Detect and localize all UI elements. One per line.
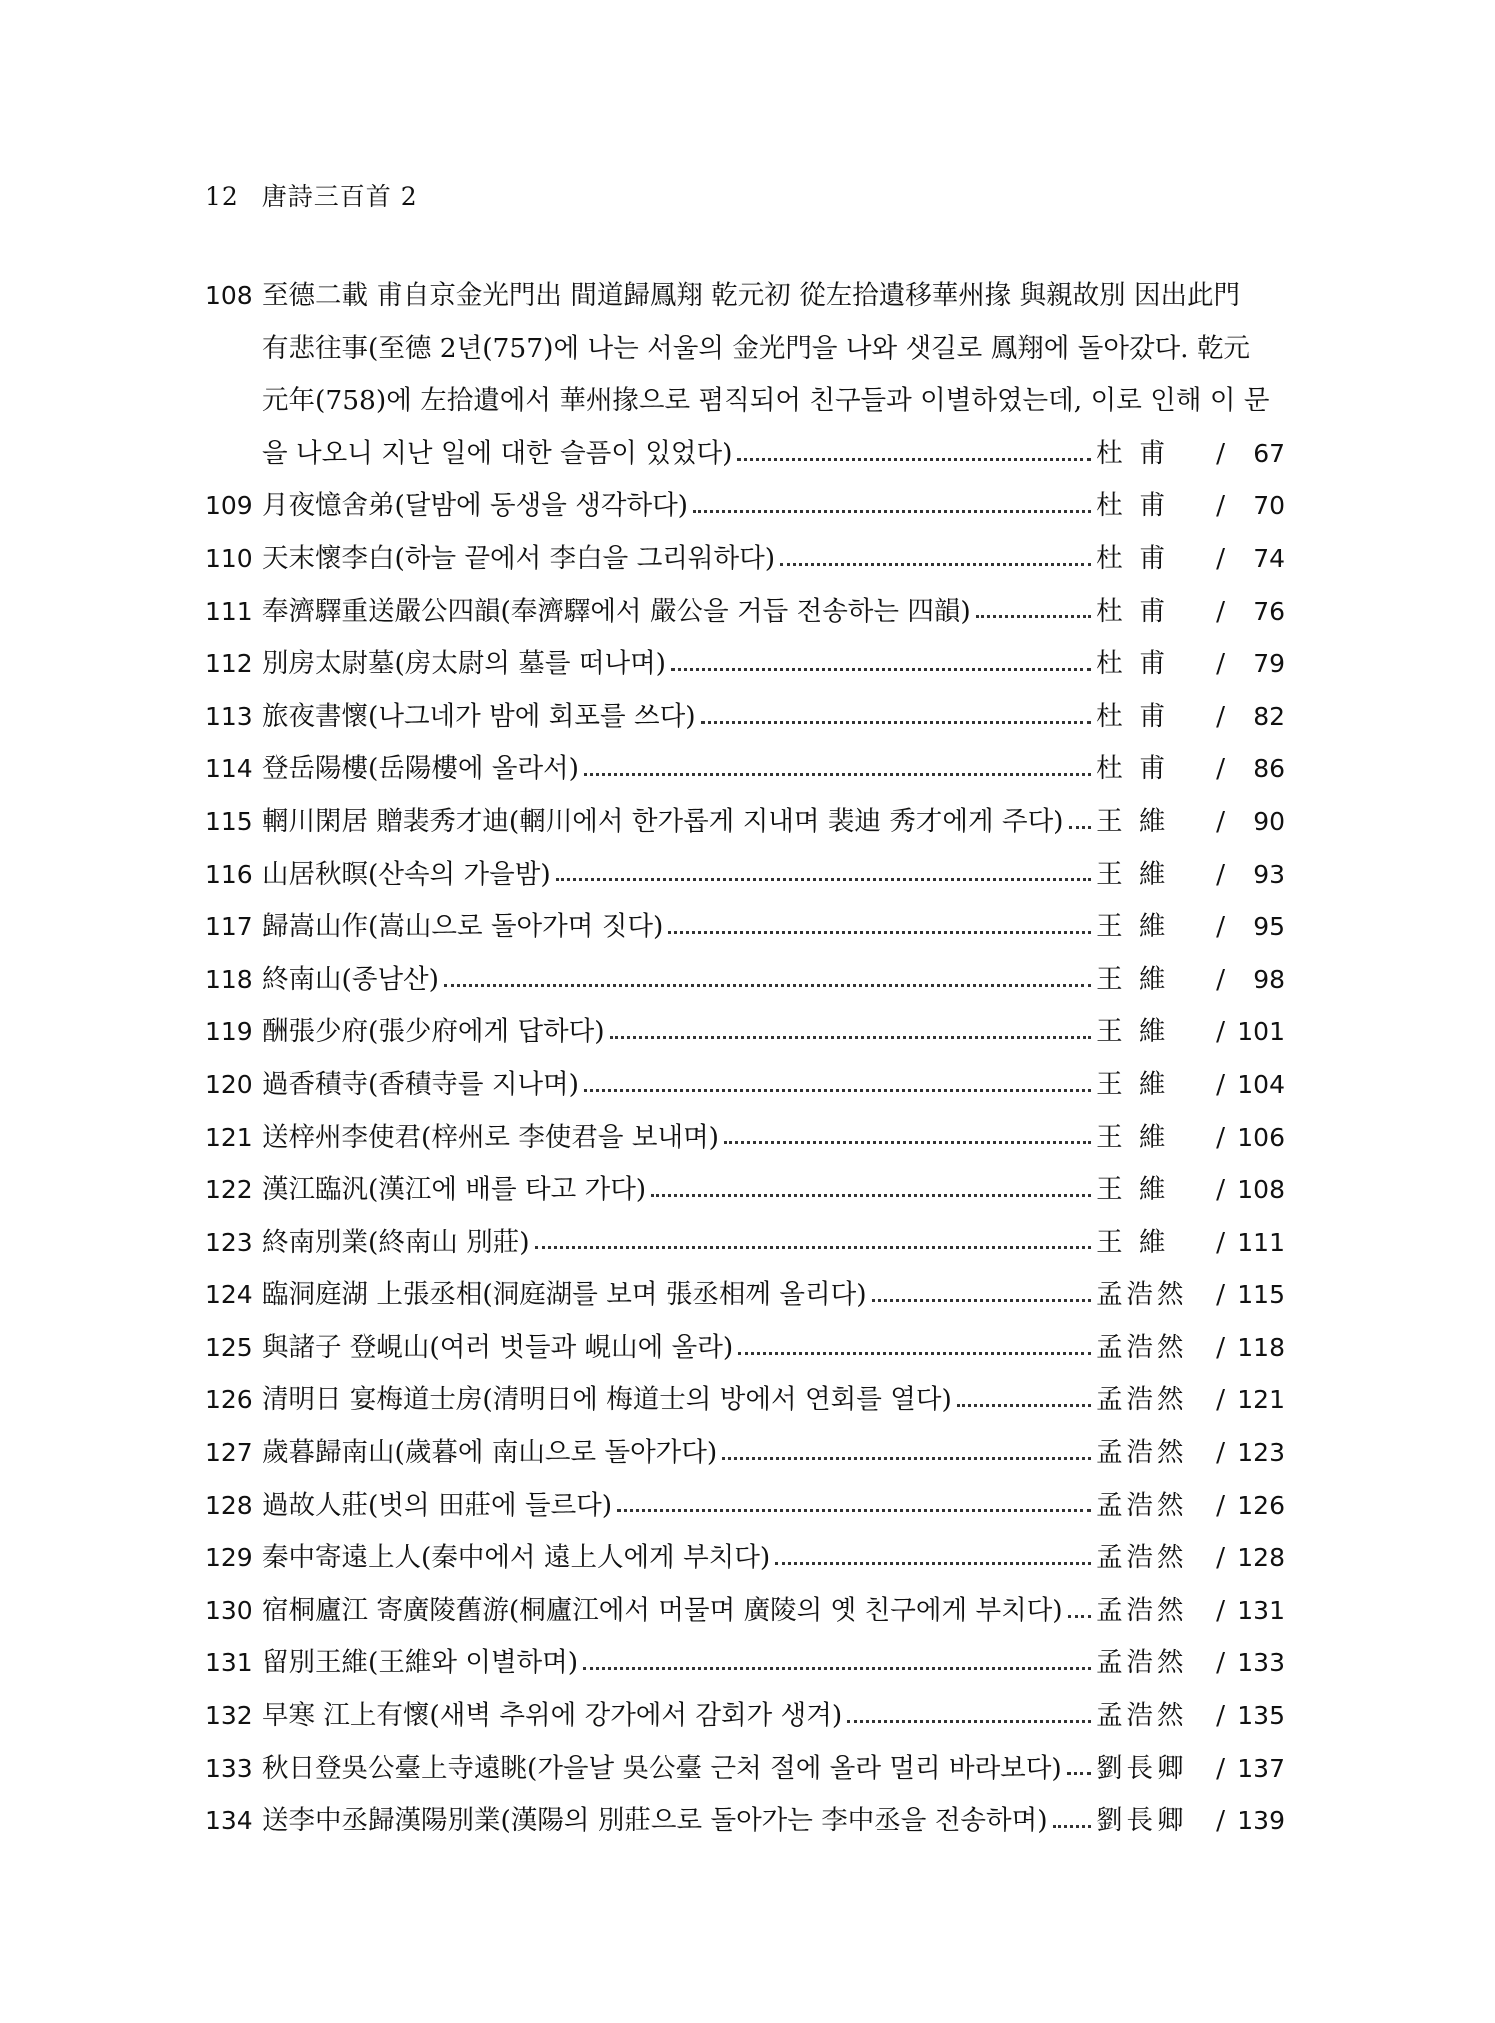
entry-number: 111 — [205, 596, 253, 626]
entry-page-number: 67 — [1253, 438, 1285, 468]
entry-page-number: 126 — [1237, 1490, 1285, 1520]
entry-title: 歲暮歸南山(歲暮에 南山으로 돌아가다) — [262, 1437, 718, 1469]
entry-author: 杜 甫 — [1096, 753, 1170, 785]
entry-author: 杜 甫 — [1096, 542, 1170, 574]
dot-leader — [775, 1560, 1091, 1565]
entry-number: 121 — [205, 1122, 253, 1152]
toc-entry-line — [205, 954, 1285, 1007]
toc-entry — [205, 533, 1285, 586]
entry-title: 歸嵩山作(嵩山으로 돌아가며 짓다) — [262, 911, 664, 943]
entry-number: 113 — [205, 701, 253, 731]
toc-entry — [205, 1006, 1285, 1059]
entry-author: 杜 甫 — [1096, 648, 1170, 680]
entry-author: 杜 甫 — [1096, 490, 1170, 522]
entry-title: 送梓州李使君(梓州로 李使君을 보내며) — [262, 1121, 720, 1153]
toc-entry-line — [205, 1690, 1285, 1743]
dot-leader — [737, 456, 1091, 461]
entry-title: 元年(758)에 左拾遺에서 華州掾으로 폄직되어 친구들과 이별하였는데, 이로 인해 이 문 — [262, 385, 1270, 417]
entry-page-number: 115 — [1237, 1280, 1285, 1310]
entry-title: 輞川閑居 贈裴秀才迪(輞川에서 한가롭게 지내며 裴迪 秀才에게 주다) — [262, 805, 1064, 837]
dot-leader — [1069, 824, 1092, 829]
entry-title: 山居秋暝(산속의 가을밤) — [262, 858, 551, 890]
toc-entry — [205, 1322, 1285, 1375]
entry-number: 134 — [205, 1806, 253, 1836]
entry-author: 杜 甫 — [1096, 437, 1170, 469]
dot-leader — [780, 561, 1091, 566]
toc-entry — [205, 1427, 1285, 1480]
entry-author: 王 維 — [1096, 911, 1170, 943]
toc-entry — [205, 743, 1285, 796]
entry-number: 114 — [205, 754, 253, 784]
separator-slash: / — [1216, 437, 1225, 469]
dot-leader — [617, 1507, 1091, 1512]
toc-entry-line — [205, 533, 1285, 586]
toc-entry-line — [205, 638, 1285, 691]
separator-slash: / — [1216, 1805, 1225, 1837]
toc-entry-line — [205, 1532, 1285, 1585]
toc-entry — [205, 691, 1285, 744]
toc-entry-line — [205, 849, 1285, 902]
entry-number: 120 — [205, 1069, 253, 1099]
entry-number: 118 — [205, 964, 253, 994]
toc-entry-line — [205, 586, 1285, 639]
separator-slash: / — [1216, 1016, 1225, 1048]
entry-title: 旅夜書懷(나그네가 밤에 회포를 쓰다) — [262, 700, 696, 732]
entry-page-number: 139 — [1237, 1806, 1285, 1836]
separator-slash: / — [1216, 1279, 1225, 1311]
entry-page-number: 106 — [1237, 1122, 1285, 1152]
toc-entry-line — [205, 375, 1285, 428]
toc-entry-line — [205, 1480, 1285, 1533]
entry-page-number: 90 — [1253, 806, 1285, 836]
separator-slash: / — [1216, 1121, 1225, 1153]
entry-author: 王 維 — [1096, 1121, 1170, 1153]
entry-title: 秦中寄遠上人(秦中에서 遠上人에게 부치다) — [262, 1542, 771, 1574]
entry-title: 過故人莊(벗의 田莊에 들르다) — [262, 1489, 613, 1521]
entry-title: 臨洞庭湖 上張丞相(洞庭湖를 보며 張丞相께 올리다) — [262, 1279, 867, 1311]
toc-entry — [205, 1480, 1285, 1533]
entry-page-number: 108 — [1237, 1175, 1285, 1205]
separator-slash: / — [1216, 805, 1225, 837]
dot-leader — [722, 1455, 1091, 1460]
entry-page-number: 79 — [1253, 649, 1285, 679]
toc-entry-line — [205, 1164, 1285, 1217]
entry-page-number: 131 — [1237, 1595, 1285, 1625]
toc-entry-line — [205, 1585, 1285, 1638]
separator-slash: / — [1216, 1647, 1225, 1679]
entry-author: 孟浩然 — [1096, 1331, 1188, 1363]
book-title: 唐詩三百首 2 — [261, 182, 418, 211]
toc-entry-line — [205, 1374, 1285, 1427]
toc-entry-line — [205, 743, 1285, 796]
entry-page-number: 121 — [1237, 1385, 1285, 1415]
dot-leader — [976, 613, 1091, 618]
toc-entry — [205, 1164, 1285, 1217]
toc-entry-line — [205, 796, 1285, 849]
entry-page-number: 76 — [1253, 596, 1285, 626]
entry-number: 124 — [205, 1280, 253, 1310]
separator-slash: / — [1216, 963, 1225, 995]
entry-author: 劉長卿 — [1096, 1752, 1188, 1784]
toc-entry-line — [205, 323, 1285, 376]
toc-entry-line — [205, 1795, 1285, 1848]
entry-page-number: 123 — [1237, 1438, 1285, 1468]
separator-slash: / — [1216, 858, 1225, 890]
entry-author: 孟浩然 — [1096, 1700, 1188, 1732]
separator-slash: / — [1216, 1437, 1225, 1469]
toc-entry — [205, 1269, 1285, 1322]
dot-leader — [610, 1034, 1091, 1039]
entry-number: 127 — [205, 1438, 253, 1468]
separator-slash: / — [1216, 753, 1225, 785]
dot-leader — [651, 1192, 1091, 1197]
entry-author: 杜 甫 — [1096, 700, 1170, 732]
separator-slash: / — [1216, 1542, 1225, 1574]
toc-entry-line — [205, 1322, 1285, 1375]
dot-leader — [584, 771, 1091, 776]
toc-entry — [205, 1532, 1285, 1585]
toc-entry — [205, 586, 1285, 639]
dot-leader — [583, 1665, 1091, 1670]
toc-entry — [205, 1059, 1285, 1112]
toc-entry-line — [205, 1269, 1285, 1322]
entry-title: 酬張少府(張少府에게 답하다) — [262, 1016, 605, 1048]
entry-page-number: 74 — [1253, 543, 1285, 573]
entry-author: 孟浩然 — [1096, 1279, 1188, 1311]
separator-slash: / — [1216, 1331, 1225, 1363]
toc-entry — [205, 1795, 1285, 1848]
toc-entry — [205, 270, 1285, 480]
toc-entry — [205, 1217, 1285, 1270]
entry-number: 112 — [205, 649, 253, 679]
toc-entry-line — [205, 1427, 1285, 1480]
entry-title: 送李中丞歸漢陽別業(漢陽의 別莊으로 돌아가는 李中丞을 전송하며) — [262, 1805, 1048, 1837]
entry-number: 132 — [205, 1701, 253, 1731]
entry-page-number: 104 — [1237, 1069, 1285, 1099]
separator-slash: / — [1216, 490, 1225, 522]
dot-leader — [738, 1350, 1091, 1355]
dot-leader — [957, 1402, 1091, 1407]
entry-author: 王 維 — [1096, 858, 1170, 890]
dot-leader — [584, 1087, 1091, 1092]
entry-title: 을 나오니 지난 일에 대한 슬픔이 있었다) — [262, 437, 733, 469]
separator-slash: / — [1216, 1226, 1225, 1258]
entry-author: 王 維 — [1096, 1226, 1170, 1258]
entry-title: 與諸子 登峴山(여러 벗들과 峴山에 올라) — [262, 1331, 734, 1363]
entry-title: 天末懷李白(하늘 끝에서 李白을 그리워하다) — [262, 542, 776, 574]
entry-author: 孟浩然 — [1096, 1489, 1188, 1521]
entry-title: 終南別業(終南山 別莊) — [262, 1226, 530, 1258]
toc-entry-line — [205, 270, 1285, 323]
dot-leader — [1067, 1770, 1091, 1775]
entry-author: 杜 甫 — [1096, 595, 1170, 627]
separator-slash: / — [1216, 700, 1225, 732]
entry-title: 早寒 江上有懷(새벽 추위에 강가에서 감회가 생겨) — [262, 1700, 843, 1732]
table-of-contents — [205, 270, 1285, 1848]
entry-author: 王 維 — [1096, 1174, 1170, 1206]
dot-leader — [693, 508, 1091, 513]
entry-author: 王 維 — [1096, 805, 1170, 837]
entry-title: 秋日登吳公臺上寺遠眺(가을날 吳公臺 근처 절에 올라 멀리 바라보다) — [262, 1752, 1062, 1784]
toc-entry-line — [205, 1637, 1285, 1690]
dot-leader — [724, 1139, 1091, 1144]
entry-number: 110 — [205, 543, 253, 573]
dot-leader — [1068, 1613, 1091, 1618]
entry-page-number: 137 — [1237, 1753, 1285, 1783]
entry-page-number: 86 — [1253, 754, 1285, 784]
entry-number: 125 — [205, 1332, 253, 1362]
toc-entry — [205, 901, 1285, 954]
toc-entry — [205, 1112, 1285, 1165]
entry-number: 123 — [205, 1227, 253, 1257]
entry-title: 留別王維(王維와 이별하며) — [262, 1647, 579, 1679]
toc-entry — [205, 1743, 1285, 1796]
entry-number: 133 — [205, 1753, 253, 1783]
separator-slash: / — [1216, 1700, 1225, 1732]
toc-entry-line — [205, 1112, 1285, 1165]
entry-page-number: 82 — [1253, 701, 1285, 731]
separator-slash: / — [1216, 648, 1225, 680]
entry-number: 128 — [205, 1490, 253, 1520]
toc-entry-line — [205, 480, 1285, 533]
entry-title: 有悲往事(至德 2년(757)에 나는 서울의 金光門을 나와 샛길로 鳳翔에 돌아갔다. 乾元 — [262, 332, 1250, 364]
entry-page-number: 101 — [1237, 1017, 1285, 1047]
running-header — [205, 177, 418, 213]
dot-leader — [444, 982, 1091, 987]
dot-leader — [671, 666, 1091, 671]
toc-entry-line — [205, 691, 1285, 744]
dot-leader — [701, 719, 1092, 724]
entry-title: 別房太尉墓(房太尉의 墓를 떠나며) — [262, 648, 667, 680]
entry-page-number: 93 — [1253, 859, 1285, 889]
entry-author: 王 維 — [1096, 1016, 1170, 1048]
entry-author: 孟浩然 — [1096, 1594, 1188, 1626]
entry-number: 117 — [205, 912, 253, 942]
entry-number: 108 — [205, 281, 253, 310]
entry-number: 122 — [205, 1175, 253, 1205]
entry-title: 漢江臨汎(漢江에 배를 타고 가다) — [262, 1174, 647, 1206]
entry-page-number: 135 — [1237, 1701, 1285, 1731]
toc-entry — [205, 954, 1285, 1007]
entry-author: 孟浩然 — [1096, 1437, 1188, 1469]
entry-page-number: 128 — [1237, 1543, 1285, 1573]
entry-page-number: 118 — [1237, 1332, 1285, 1362]
toc-entry — [205, 638, 1285, 691]
toc-entry-line — [205, 1006, 1285, 1059]
separator-slash: / — [1216, 542, 1225, 574]
entry-title: 至德二載 甫自京金光門出 間道歸鳳翔 乾元初 從左拾遺移華州掾 與親故別 因出此門 — [262, 280, 1241, 311]
dot-leader — [872, 1297, 1091, 1302]
toc-entry-line — [205, 428, 1285, 481]
entry-title: 清明日 宴梅道士房(清明日에 梅道士의 방에서 연회를 열다) — [262, 1384, 952, 1416]
entry-title: 登岳陽樓(岳陽樓에 올라서) — [262, 753, 579, 785]
entry-number: 109 — [205, 491, 253, 521]
toc-entry — [205, 1690, 1285, 1743]
entry-author: 王 維 — [1096, 1068, 1170, 1100]
entry-title: 過香積寺(香積寺를 지나며) — [262, 1068, 579, 1100]
toc-entry-line — [205, 901, 1285, 954]
entry-number: 116 — [205, 859, 253, 889]
dot-leader — [535, 1244, 1091, 1249]
entry-number: 129 — [205, 1543, 253, 1573]
page-number: 12 — [205, 182, 239, 211]
separator-slash: / — [1216, 911, 1225, 943]
toc-entry — [205, 1637, 1285, 1690]
entry-author: 劉長卿 — [1096, 1805, 1188, 1837]
entry-author: 王 維 — [1096, 963, 1170, 995]
entry-number: 131 — [205, 1648, 253, 1678]
toc-entry — [205, 849, 1285, 902]
entry-page-number: 111 — [1237, 1227, 1285, 1257]
entry-author: 孟浩然 — [1096, 1647, 1188, 1679]
entry-page-number: 133 — [1237, 1648, 1285, 1678]
entry-title: 奉濟驛重送嚴公四韻(奉濟驛에서 嚴公을 거듭 전송하는 四韻) — [262, 595, 971, 627]
entry-number: 126 — [205, 1385, 253, 1415]
toc-entry — [205, 796, 1285, 849]
separator-slash: / — [1216, 595, 1225, 627]
dot-leader — [556, 876, 1091, 881]
entry-author: 孟浩然 — [1096, 1542, 1188, 1574]
separator-slash: / — [1216, 1384, 1225, 1416]
separator-slash: / — [1216, 1752, 1225, 1784]
entry-number: 119 — [205, 1017, 253, 1047]
toc-entry — [205, 480, 1285, 533]
dot-leader — [1053, 1823, 1092, 1828]
entry-page-number: 98 — [1253, 964, 1285, 994]
entry-number: 115 — [205, 806, 253, 836]
toc-entry-line — [205, 1743, 1285, 1796]
dot-leader — [847, 1718, 1091, 1723]
toc-entry — [205, 1374, 1285, 1427]
dot-leader — [668, 929, 1091, 934]
entry-title: 宿桐廬江 寄廣陵舊游(桐廬江에서 머물며 廣陵의 옛 친구에게 부치다) — [262, 1594, 1063, 1626]
entry-author: 孟浩然 — [1096, 1384, 1188, 1416]
separator-slash: / — [1216, 1489, 1225, 1521]
entry-page-number: 95 — [1253, 912, 1285, 942]
entry-page-number: 70 — [1253, 491, 1285, 521]
separator-slash: / — [1216, 1174, 1225, 1206]
entry-title: 終南山(종남산) — [262, 963, 439, 995]
entry-title: 月夜憶舍弟(달밤에 동생을 생각하다) — [262, 490, 689, 522]
toc-entry — [205, 1585, 1285, 1638]
entry-number: 130 — [205, 1595, 253, 1625]
separator-slash: / — [1216, 1594, 1225, 1626]
toc-entry-line — [205, 1217, 1285, 1270]
toc-entry-line — [205, 1059, 1285, 1112]
separator-slash: / — [1216, 1068, 1225, 1100]
